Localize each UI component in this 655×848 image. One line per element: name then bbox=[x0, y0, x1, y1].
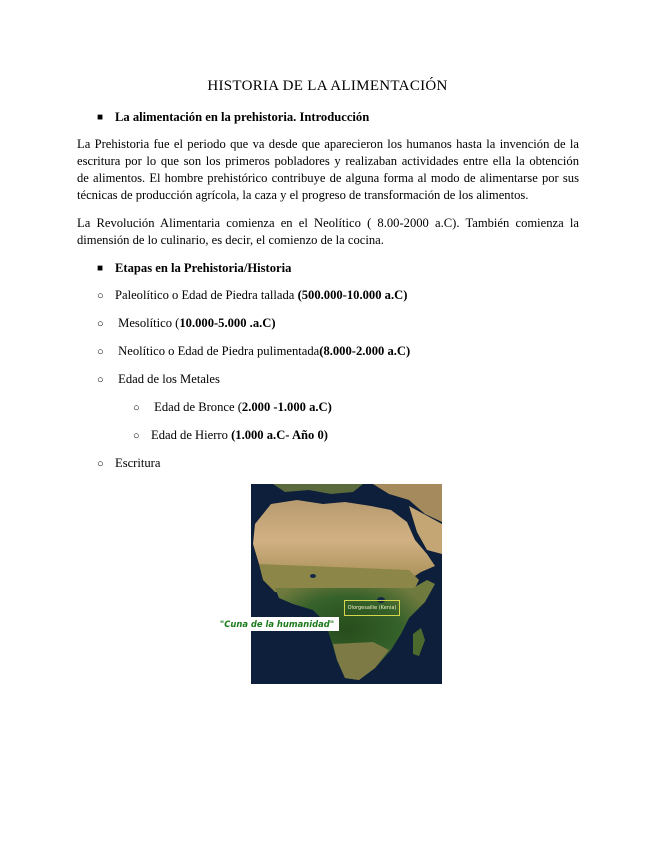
list-item-neolitico: ○ Neolítico o Edad de Piedra pulimentada(8.000-2.000 a.C) bbox=[97, 344, 411, 358]
list-item-escritura: ○ Escritura bbox=[97, 456, 161, 470]
section-heading-text: La alimentación en la prehistoria. Introducción bbox=[115, 110, 370, 124]
list-subitem-hierro: ○ Edad de Hierro (1.000 a.C- Año 0) bbox=[133, 428, 328, 442]
circle-bullet-icon: ○ bbox=[97, 318, 104, 330]
section-heading-introduccion bbox=[97, 110, 369, 125]
list-item-paleolitico: ○ Paleolítico o Edad de Piedra tallada (500.000-10.000 a.C) bbox=[97, 288, 408, 302]
intro-paragraph bbox=[77, 136, 579, 204]
section-heading-text: Etapas en la Prehistoria/Historia bbox=[115, 261, 292, 275]
lake-chad bbox=[310, 574, 316, 578]
circle-bullet-icon: ○ bbox=[133, 402, 140, 414]
africa-satellite-map bbox=[213, 484, 442, 684]
list-subitem-bronce: ○ Edad de Bronce (2.000 -1.000 a.C) bbox=[133, 400, 332, 414]
circle-bullet-icon: ○ bbox=[97, 458, 104, 470]
square-bullet-icon: ■ bbox=[97, 112, 104, 123]
list-item-mesolitico: ○ Mesolítico (10.000-5.000 .a.C) bbox=[97, 316, 276, 330]
paragraph-line: de alimentos. El hombre prehistórico contribuye de alguna forma al modo de alimentarse por sus bbox=[77, 171, 579, 185]
paragraph-line: escritura por lo que son los primeros pobladores y realizaban actividades entre ella la obtención bbox=[77, 154, 579, 168]
site-label: Olorgesailie (Kenia) bbox=[344, 600, 400, 616]
section-heading-etapas bbox=[97, 261, 291, 276]
circle-bullet-icon: ○ bbox=[97, 290, 104, 302]
circle-bullet-icon: ○ bbox=[133, 430, 140, 442]
paragraph-line: dimensión de lo culinario, es decir, el comienzo de la cocina. bbox=[77, 233, 384, 247]
map-caption: "Cuna de la humanidad" bbox=[215, 617, 339, 631]
paragraph-line: La Prehistoria fue el periodo que va desde que aparecieron los humanos hasta la invención de la bbox=[77, 137, 579, 151]
africa-map-graphic bbox=[213, 484, 442, 684]
revolution-paragraph bbox=[77, 215, 579, 249]
square-bullet-icon: ■ bbox=[97, 263, 104, 274]
paragraph-line: técnicas de producción agrícola, la caza y el progreso de transformación de los alimentos. bbox=[77, 188, 529, 202]
list-item-metales: ○ Edad de los Metales bbox=[97, 372, 220, 386]
paragraph-line: La Revolución Alimentaria comienza en el Neolítico ( 8.00-2000 a.C). También comienza la bbox=[77, 216, 579, 230]
circle-bullet-icon: ○ bbox=[97, 374, 104, 386]
circle-bullet-icon: ○ bbox=[97, 346, 104, 358]
page-title: HISTORIA DE LA ALIMENTACIÓN bbox=[207, 78, 448, 94]
